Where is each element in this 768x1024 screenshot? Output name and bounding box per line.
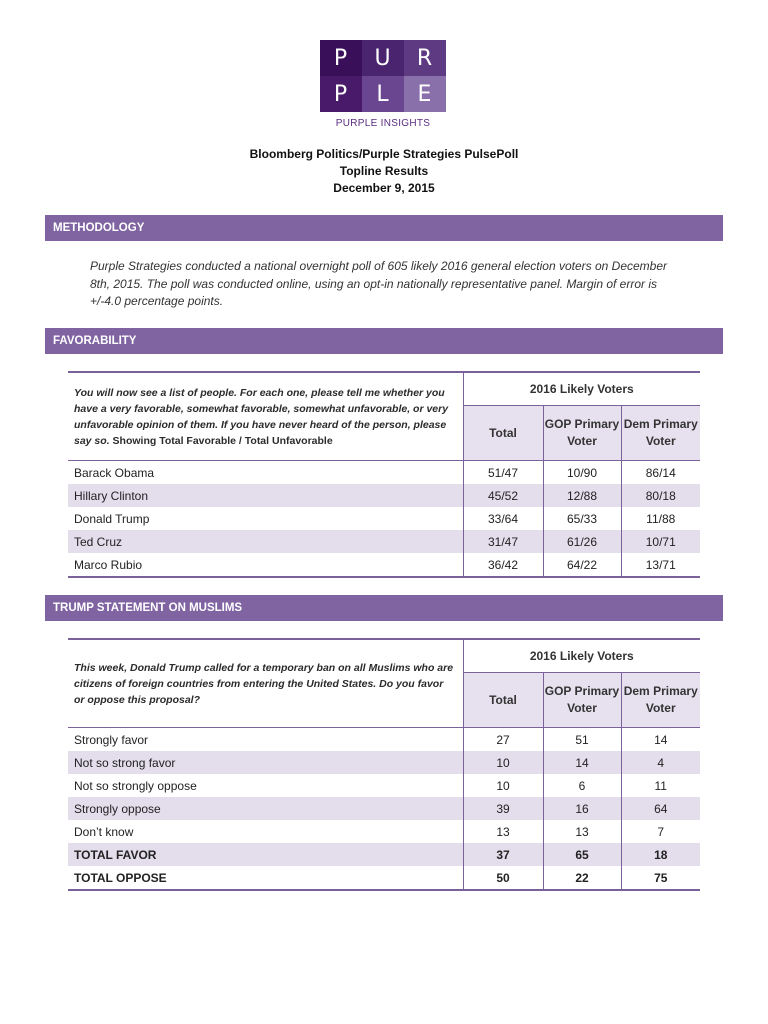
- methodology-heading: METHODOLOGY: [45, 215, 723, 241]
- cell-dem: 13/71: [621, 553, 700, 577]
- row-label: Strongly oppose: [68, 797, 463, 820]
- logo-letter: R: [404, 40, 446, 76]
- cell-total: 50: [463, 866, 543, 890]
- logo-letter: E: [404, 76, 446, 112]
- cell-total: 45/52: [463, 484, 543, 507]
- cell-gop: 12/88: [543, 484, 621, 507]
- logo-letter: P: [320, 76, 362, 112]
- table-row: [68, 484, 700, 507]
- cell-dem: 18: [621, 843, 700, 866]
- table-row: [68, 530, 700, 553]
- cell-total: 39: [463, 797, 543, 820]
- logo-letter: U: [362, 40, 404, 76]
- muslims-heading: TRUMP STATEMENT ON MUSLIMS: [45, 595, 723, 621]
- table-row: [68, 553, 700, 577]
- cell-dem: 10/71: [621, 530, 700, 553]
- cell-dem: 11/88: [621, 507, 700, 530]
- poll-subtitle: Topline Results: [339, 164, 429, 178]
- cell-gop: 51: [543, 728, 621, 752]
- cell-total: 33/64: [463, 507, 543, 530]
- cell-gop: 16: [543, 797, 621, 820]
- col-header-dem: Dem Primary Voter: [621, 673, 700, 728]
- cell-dem: 86/14: [621, 461, 700, 485]
- methodology-text: Purple Strategies conducted a national overnight poll of 605 likely 2016 general election voters on December 8th, 2015. The poll was conducted online, using an opt-in nationally representative panel. Margin of error is +/-4.0 percentage points.: [90, 259, 668, 308]
- poll-date: December 9, 2015: [333, 181, 435, 195]
- cell-dem: 7: [621, 820, 700, 843]
- row-label: Strongly favor: [74, 732, 149, 747]
- row-label: TOTAL FAVOR: [68, 843, 463, 866]
- cell-dem: 75: [621, 866, 700, 890]
- cell-dem: 64: [621, 797, 700, 820]
- row-label: Don’t know: [74, 824, 134, 839]
- question-note: Showing Total Favorable / Total Unfavorable: [112, 434, 333, 447]
- table-row: [68, 820, 700, 843]
- col-header-total: Total: [463, 406, 543, 461]
- col-header-gop: GOP Primary Voter: [543, 673, 621, 728]
- favorability-question: [68, 372, 463, 461]
- cell-total: 27: [463, 728, 543, 752]
- table-row: [68, 507, 700, 530]
- favorability-table: [68, 371, 700, 578]
- cell-dem: 80/18: [621, 484, 700, 507]
- logo-letter: P: [320, 40, 362, 76]
- cell-total: 13: [463, 820, 543, 843]
- cell-total: 10: [463, 751, 543, 774]
- question-text: This week, Donald Trump called for a temporary ban on all Muslims who are citizens of foreign countries from entering the United States. Do you favor or oppose this proposal?: [74, 661, 454, 706]
- row-label: Ted Cruz: [68, 530, 463, 553]
- table-row: [68, 461, 700, 485]
- cell-gop: 14: [543, 751, 621, 774]
- cell-gop: 6: [543, 774, 621, 797]
- cell-total: 37: [463, 843, 543, 866]
- muslims-table: [68, 638, 700, 891]
- row-label: Barack Obama: [74, 465, 155, 480]
- cell-dem: 4: [621, 751, 700, 774]
- row-label: Hillary Clinton: [68, 484, 463, 507]
- cell-gop: 65: [543, 843, 621, 866]
- row-label: Donald Trump: [74, 511, 150, 526]
- group-header: 2016 Likely Voters: [463, 372, 700, 406]
- cell-gop: 22: [543, 866, 621, 890]
- favorability-heading: FAVORABILITY: [45, 328, 723, 354]
- cell-gop: 65/33: [543, 507, 621, 530]
- poll-title: Bloomberg Politics/Purple Strategies PulsePoll: [249, 147, 519, 161]
- col-header-gop: GOP Primary Voter: [543, 406, 621, 461]
- table-row: [68, 843, 700, 866]
- row-label: TOTAL OPPOSE: [68, 866, 463, 890]
- cell-gop: 10/90: [543, 461, 621, 485]
- row-label: Marco Rubio: [68, 553, 463, 577]
- group-header: 2016 Likely Voters: [463, 639, 700, 673]
- cell-gop: 13: [543, 820, 621, 843]
- cell-total: 10: [463, 774, 543, 797]
- document-header: [0, 146, 768, 197]
- cell-total: 31/47: [463, 530, 543, 553]
- question-text: You will now see a list of people. For each one, please tell me whether you have a very favorable, somewhat favorable, somewhat unfavorable, or very unfavorable opinion of them. If you have never heard of the person, please say so.: [74, 386, 449, 447]
- cell-dem: 14: [621, 728, 700, 752]
- cell-gop: 61/26: [543, 530, 621, 553]
- table-row: [68, 774, 700, 797]
- muslims-question: [68, 639, 463, 728]
- cell-total: 51/47: [463, 461, 543, 485]
- logo-letter: L: [362, 76, 404, 112]
- col-header-total: Total: [463, 673, 543, 728]
- table-row: [68, 797, 700, 820]
- cell-total: 36/42: [463, 553, 543, 577]
- table-row: [68, 728, 700, 752]
- row-label: Not so strongly oppose: [74, 778, 197, 793]
- cell-dem: 11: [621, 774, 700, 797]
- table-row: [68, 866, 700, 890]
- table-row: [68, 751, 700, 774]
- logo-grid: [320, 40, 446, 112]
- row-label: Not so strong favor: [68, 751, 463, 774]
- cell-gop: 64/22: [543, 553, 621, 577]
- purple-insights-logo: [320, 40, 446, 129]
- logo-subtitle: PURPLE INSIGHTS: [335, 118, 431, 129]
- col-header-dem: Dem Primary Voter: [621, 406, 700, 461]
